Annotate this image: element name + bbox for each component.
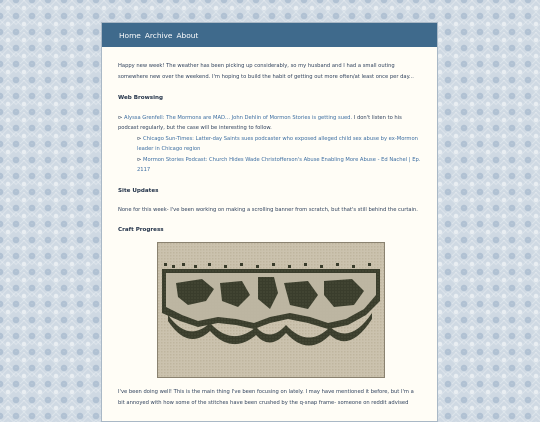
list-item xyxy=(118,155,421,176)
bullet-marker: ⊳ xyxy=(137,135,142,142)
site-updates-paragraph: None for this week- I've been working on making a scrolling banner from scratch, but that's still behind the curtain. xyxy=(118,207,418,213)
alyssa-grenfell-link[interactable]: Alyssa Grenfell: The Mormons are MAD... John Dehlin of Mormon Stories is getting sued. xyxy=(124,114,353,121)
chicago-sun-times-link[interactable]: Chicago Sun-Times: Latter-day Saints sues podcaster who exposed alleged child sex abuse by ex-Mormon leader in Chicago region xyxy=(137,135,418,152)
site-updates-heading: Site Updates xyxy=(118,187,159,194)
web-browsing-heading: Web Browsing xyxy=(118,95,163,101)
nav-home-link[interactable]: Home xyxy=(119,30,141,40)
embroidery-image xyxy=(158,243,384,377)
nav-archive-link[interactable]: Archive xyxy=(144,30,173,40)
list-item xyxy=(118,134,421,155)
bullet-marker: ⊳ xyxy=(137,156,142,163)
bullet-marker: ⊳ xyxy=(118,114,123,121)
list-item xyxy=(118,113,421,134)
intro-paragraph: Happy new week! The weather has been picking up considerably, so my husband and I had a small outing somewhere new over the weekend. I'm hoping to build the habit of getting out more often/at least once per day... xyxy=(118,63,414,80)
craft-progress-heading: Craft Progress xyxy=(118,226,164,233)
blog-page xyxy=(101,22,438,422)
craft-progress-paragraph: I've been doing well! This is the main thing I've been focusing on lately. I may have mentioned it before, but I'm a bit annoyed with how some of the stitches have been crushed by the q-snap frame- someone on reddit advised xyxy=(118,389,414,406)
navbar xyxy=(102,23,437,47)
post-content xyxy=(102,47,437,408)
mormon-stories-podcast-link[interactable]: Mormon Stories Podcast: Church Hides Wade Christofferson's Abuse Enabling More Abuse - Ed Nachel | Ep. 2117 xyxy=(137,156,421,173)
nav-about-link[interactable]: About xyxy=(176,30,199,40)
cross-stitch-photo xyxy=(157,242,385,378)
list-item-text: I don't listen to his podcast regularly, but the case will be interesting to follow. xyxy=(118,114,402,131)
